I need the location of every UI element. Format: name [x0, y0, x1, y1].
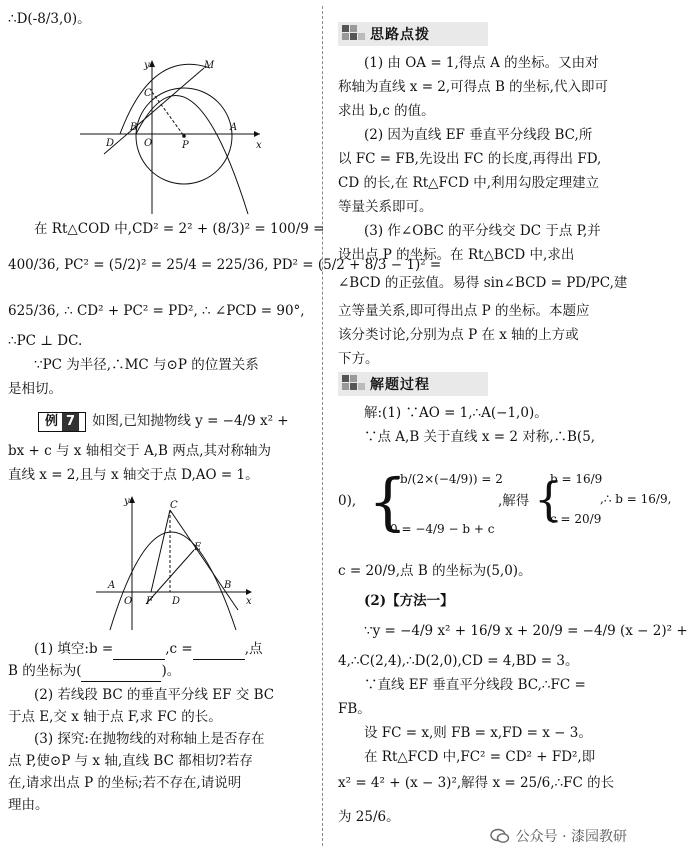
- section-header-solution: [338, 372, 488, 396]
- example-number: 7: [62, 413, 79, 431]
- question-2-line2: 于点 E,交 x 轴于点 F,求 FC 的长。: [8, 709, 222, 725]
- solution-line-6: ∵y = −4/9 x² + 16/9 x + 20/9 = −4/9 (x − 2)² +: [364, 623, 688, 639]
- solution-line-9: FB。: [338, 701, 371, 717]
- solution-line-1: 解:(1) ∵AO = 1,∴A(−1,0)。: [364, 405, 548, 421]
- column-divider: [322, 6, 323, 846]
- calc-perp: ∴PC ⊥ DC.: [8, 333, 83, 349]
- tangent-text-2: 是相切。: [8, 381, 62, 397]
- question-2-line1: (2) 若线段 BC 的垂直平分线 EF 交 BC: [34, 687, 275, 703]
- example-text-3: 直线 x = 2,且与 x 轴交于点 D,AO = 1。: [8, 467, 259, 483]
- solution-line-8: ∵直线 EF 垂直平分线段 BC,∴FC =: [364, 677, 586, 693]
- hint-line-7: 等量关系即可。: [338, 199, 433, 215]
- section-grid-icon: [342, 25, 364, 43]
- solution-line-4: c = 20/9,点 B 的坐标为(5,0)。: [338, 563, 532, 579]
- system-eq-2: 0 = −4/9 − b + c: [390, 522, 495, 536]
- fig2-label-c: C: [170, 500, 178, 511]
- example-header: [38, 410, 289, 432]
- hint-line-9: 设出点 P 的坐标。在 Rt△BCD 中,求出: [338, 247, 575, 263]
- system-sol-c: c = 20/9: [550, 512, 602, 526]
- fig2-label-x: x: [246, 596, 252, 607]
- fig1-label-c: C: [144, 88, 152, 99]
- fig2-label-f: F: [146, 596, 153, 607]
- watermark: [490, 826, 627, 846]
- example-tag: 例 7: [38, 412, 86, 432]
- conclusion-d: ∴D(-8/3,0)。: [8, 11, 91, 27]
- hint-line-4: (2) 因为直线 EF 垂直平分线段 BC,所: [364, 127, 593, 143]
- fig1-label-a: A: [230, 122, 238, 133]
- question-3-line3: 在,请求出点 P 的坐标;若不存在,请说明: [8, 775, 242, 791]
- hint-line-6: CD 的长,在 Rt△FCD 中,利用勾股定理建立: [338, 175, 600, 191]
- wechat-icon: [490, 828, 510, 844]
- system-conclusion: ,∴ b = 16/9,: [600, 492, 672, 506]
- fig1-label-p: P: [182, 140, 189, 151]
- section-title-solution: 解题过程: [370, 377, 430, 393]
- calc-result: 625/36, ∴ CD² + PC² = PD², ∴ ∠PCD = 90°,: [8, 303, 305, 319]
- fig1-label-b: B: [130, 122, 138, 133]
- system-prefix: 0),: [338, 493, 357, 509]
- figure-circle-tangent: [80, 58, 270, 216]
- fig2-label-y: y: [124, 496, 130, 507]
- example-text-1: 如图,已知抛物线 y = −4/9 x² +: [92, 413, 289, 429]
- watermark-text: 公众号 · 漆园教研: [515, 829, 627, 845]
- solution-line-10: 设 FC = x,则 FB = x,FD = x − 3。: [364, 725, 592, 741]
- hint-line-11: 立等量关系,即可得出点 P 的坐标。本题应: [338, 303, 590, 319]
- solution-line-7: 4,∴C(2,4),∴D(2,0),CD = 4,BD = 3。: [338, 653, 579, 669]
- hint-line-1: (1) 由 OA = 1,得点 A 的坐标。又由对: [364, 55, 599, 71]
- equation-system: [338, 454, 672, 554]
- question-1-line1: (1) 填空:b = ,c = ,点: [34, 638, 262, 660]
- solution-line-13: 为 25/6。: [338, 809, 400, 825]
- fig2-label-o: O: [124, 596, 133, 607]
- brace-left: {: [368, 465, 408, 538]
- calc-pc-pd: 400/36, PC² = (5/2)² = 25/4 = 225/36, PD² = (5/2 + 8/3 − 1)² =: [8, 257, 442, 273]
- solution-line-12: x² = 4² + (x − 3)²,解得 x = 25/6,∴FC 的长: [338, 775, 615, 791]
- system-eq-1: −b/(2×(−4/9)) = 2: [390, 472, 503, 486]
- question-3-line2: 点 P,使⊙P 与 x 轴,直线 BC 都相切?若存: [8, 753, 253, 769]
- answer-blank-c[interactable]: [193, 645, 245, 660]
- hint-line-8: (3) 作∠OBC 的平分线交 DC 于点 P,并: [364, 223, 601, 239]
- hint-line-5: 以 FC = FB,先设出 FC 的长度,再得出 FD,: [338, 151, 602, 167]
- hint-line-13: 下方。: [338, 351, 379, 367]
- calc-cd: 在 Rt△COD 中,CD² = 2² + (8/3)² = 100/9 =: [34, 221, 325, 237]
- hint-line-10: ∠BCD 的正弦值。易得 sin∠BCD = PD/PC,建: [338, 275, 628, 291]
- fig1-label-o: O: [144, 138, 153, 149]
- hint-line-3: 求出 b,c 的值。: [338, 103, 435, 119]
- hint-line-12: 该分类讨论,分别为点 P 在 x 轴的上方或: [338, 327, 579, 343]
- fig1-label-d: D: [106, 138, 115, 149]
- fig1-label-x: x: [256, 140, 262, 151]
- section-header-hints: [338, 22, 488, 46]
- answer-blank-b[interactable]: [113, 645, 165, 660]
- question-1-line2: B 的坐标为( )。: [8, 660, 180, 682]
- question-3-line1: (3) 探究:在抛物线的对称轴上是否存在: [34, 731, 265, 747]
- solution-line-2: ∵点 A,B 关于直线 x = 2 对称,∴B(5,: [364, 429, 596, 445]
- fig1-label-y: y: [144, 60, 150, 71]
- hint-line-2: 称轴为直线 x = 2,可得点 B 的坐标,代入即可: [338, 79, 608, 95]
- fig2-label-b: B: [224, 580, 232, 591]
- example-text-2: bx + c 与 x 轴相交于 A,B 两点,其对称轴为: [8, 443, 272, 459]
- brace-right: {: [534, 472, 564, 526]
- system-solve-label: ,解得: [498, 493, 530, 509]
- section-title-hints: 思路点拨: [370, 27, 430, 43]
- question-3-line4: 理由。: [8, 797, 49, 813]
- system-sol-b: b = 16/9: [550, 472, 603, 486]
- section-grid-icon: [342, 375, 364, 393]
- tangent-text: ∵PC 为半径,∴MC 与⊙P 的位置关系: [34, 357, 259, 373]
- figure-parabola: [96, 494, 256, 632]
- answer-blank-b-coord[interactable]: [81, 667, 161, 682]
- method-one-label: (2)【方法一】: [364, 593, 454, 609]
- solution-line-11: 在 Rt△FCD 中,FC² = CD² + FD²,即: [364, 749, 596, 765]
- fig2-label-d: D: [172, 596, 181, 607]
- fig1-label-m: M: [204, 60, 215, 71]
- fig2-label-e: E: [194, 542, 202, 553]
- fig2-label-a: A: [108, 580, 116, 591]
